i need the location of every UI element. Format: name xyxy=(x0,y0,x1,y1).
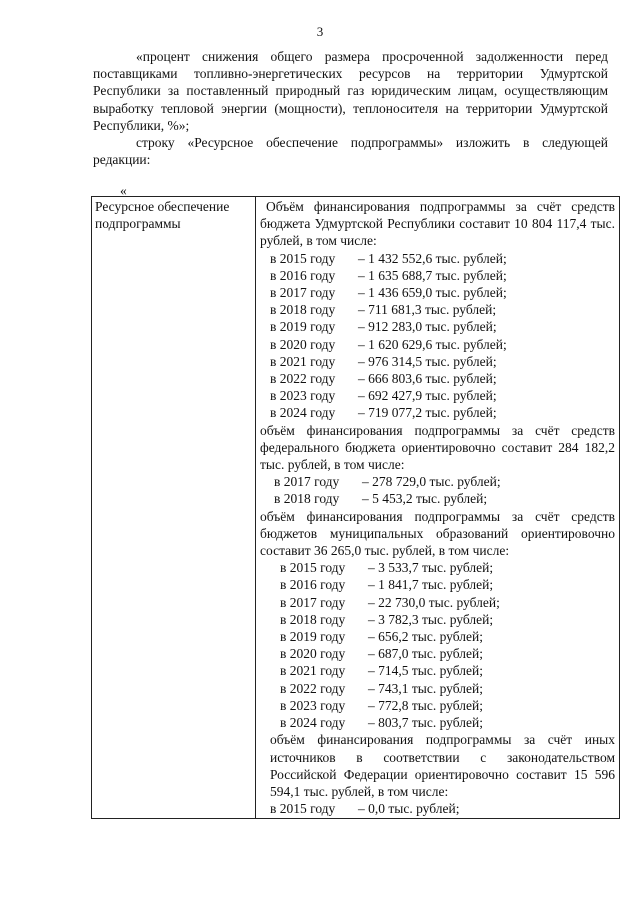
year-label: в 2015 году xyxy=(270,801,336,817)
year-amount: – 1 620 629,6 тыс. рублей; xyxy=(358,336,507,352)
other-sources-text: объём финансирования подпрограммы за счёт иных источников в соответствии с законодательством Российской Федерации ориентировочно составит 15 596 594,1 тыс. рублей, в том числе: xyxy=(270,732,615,799)
year-amount: – 5 453,2 тыс. рублей; xyxy=(362,491,488,507)
year-amount: – 1 436 659,0 тыс. рублей; xyxy=(358,285,507,301)
funding-year-row xyxy=(280,576,615,593)
year-amount: – 803,7 тыс. рублей; xyxy=(368,715,483,731)
funding-year-row xyxy=(270,301,615,318)
year-label: в 2015 году xyxy=(270,250,336,266)
year-label: в 2017 году xyxy=(270,285,336,301)
funding-year-row xyxy=(280,714,615,731)
year-label: в 2016 году xyxy=(280,577,346,593)
opening-quote: « xyxy=(120,183,127,198)
funding-year-row xyxy=(280,645,615,662)
year-amount: – 772,8 тыс. рублей; xyxy=(368,697,483,713)
funding-year-row xyxy=(280,611,615,628)
funding-year-row xyxy=(280,594,615,611)
resource-row xyxy=(92,197,620,819)
year-amount: – 0,0 тыс. рублей; xyxy=(358,801,460,817)
year-amount: – 714,5 тыс. рублей; xyxy=(368,663,483,679)
year-label: в 2018 году xyxy=(280,611,346,627)
funding-year-row xyxy=(270,370,615,387)
resource-table xyxy=(91,196,620,819)
regional-budget-list xyxy=(260,250,615,422)
funding-year-row xyxy=(270,250,615,267)
year-label: в 2021 году xyxy=(280,663,346,679)
year-amount: – 912 283,0 тыс. рублей; xyxy=(358,319,497,335)
year-label: в 2019 году xyxy=(270,319,336,335)
funding-year-row xyxy=(270,353,615,370)
year-amount: – 278 729,0 тыс. рублей; xyxy=(362,474,501,490)
year-label: в 2020 году xyxy=(270,336,336,352)
year-amount: – 666 803,6 тыс. рублей; xyxy=(358,371,497,387)
row-value xyxy=(256,197,620,819)
year-label: в 2024 году xyxy=(280,715,346,731)
intro-section xyxy=(93,48,608,168)
funding-year-row xyxy=(280,697,615,714)
federal-budget-text: объём финансирования подпрограммы за счёт средств федерального бюджета ориентировочно составит 284 182,2 тыс. рублей, в том числе: xyxy=(260,422,615,473)
year-amount: – 22 730,0 тыс. рублей; xyxy=(368,594,500,610)
year-label: в 2019 году xyxy=(280,629,346,645)
year-label: в 2017 году xyxy=(274,474,340,490)
page-number: 3 xyxy=(316,24,324,39)
year-label: в 2018 году xyxy=(270,302,336,318)
year-amount: – 976 314,5 тыс. рублей; xyxy=(358,353,497,369)
year-amount: – 687,0 тыс. рублей; xyxy=(368,646,483,662)
funding-year-row xyxy=(274,490,615,507)
funding-year-row xyxy=(270,404,615,421)
year-label: в 2015 году xyxy=(280,560,346,576)
year-amount: – 1 432 552,6 тыс. рублей; xyxy=(358,250,507,266)
funding-year-row xyxy=(270,318,615,335)
year-amount: – 743,1 тыс. рублей; xyxy=(368,680,483,696)
year-amount: – 3 533,7 тыс. рублей; xyxy=(368,560,494,576)
year-amount: – 1 635 688,7 тыс. рублей; xyxy=(358,267,507,283)
year-amount: – 656,2 тыс. рублей; xyxy=(368,629,483,645)
year-label: в 2018 году xyxy=(274,491,340,507)
municipal-budget-list xyxy=(260,559,615,731)
funding-year-row xyxy=(270,336,615,353)
regional-budget-text: Объём финансирования подпрограммы за счёт средств бюджета Удмуртской Республики составит 10 804 117,4 тыс. рублей, в том числе: xyxy=(260,199,615,249)
year-label: в 2022 году xyxy=(270,371,336,387)
year-label: в 2017 году xyxy=(280,594,346,610)
year-amount: – 711 681,3 тыс. рублей; xyxy=(358,302,497,318)
funding-year-row xyxy=(280,662,615,679)
funding-year-row xyxy=(280,628,615,645)
year-label: в 2024 году xyxy=(270,405,336,421)
year-label: в 2020 году xyxy=(280,646,346,662)
funding-year-row xyxy=(280,680,615,697)
funding-year-row xyxy=(270,284,615,301)
year-amount: – 719 077,2 тыс. рублей; xyxy=(358,405,497,421)
other-sources-list xyxy=(260,800,615,817)
year-label: в 2023 году xyxy=(270,388,336,404)
funding-year-row xyxy=(280,559,615,576)
instruction-paragraph: строку «Ресурсное обеспечение подпрограммы» изложить в следующей редакции: xyxy=(93,135,608,168)
year-label: в 2021 году xyxy=(270,353,336,369)
year-amount: – 3 782,3 тыс. рублей; xyxy=(368,611,494,627)
federal-budget-list xyxy=(260,473,615,507)
year-amount: – 1 841,7 тыс. рублей; xyxy=(368,577,494,593)
year-amount: – 692 427,9 тыс. рублей; xyxy=(358,388,497,404)
funding-year-row xyxy=(270,267,615,284)
funding-year-row xyxy=(274,473,615,490)
year-label: в 2016 году xyxy=(270,267,336,283)
municipal-budget-text: объём финансирования подпрограммы за счёт средств бюджетов муниципальных образований ориентировочно составит 36 265,0 тыс. рублей, в том числе: xyxy=(260,508,615,559)
year-label: в 2023 году xyxy=(280,697,346,713)
funding-year-row xyxy=(270,800,615,817)
indicator-paragraph: «процент снижения общего размера просроченной задолженности перед поставщиками топливно-энергетических ресурсов на территории Удмуртской Республики за поставленный природный газ юридическим лицам, осуществляющим выработку тепловой энергии (мощности), теплоносителя на территории Удмуртской Республики, %»; xyxy=(93,49,608,133)
row-label: Ресурсное обеспечение подпрограммы xyxy=(92,197,256,819)
funding-year-row xyxy=(270,387,615,404)
year-label: в 2022 году xyxy=(280,680,346,696)
